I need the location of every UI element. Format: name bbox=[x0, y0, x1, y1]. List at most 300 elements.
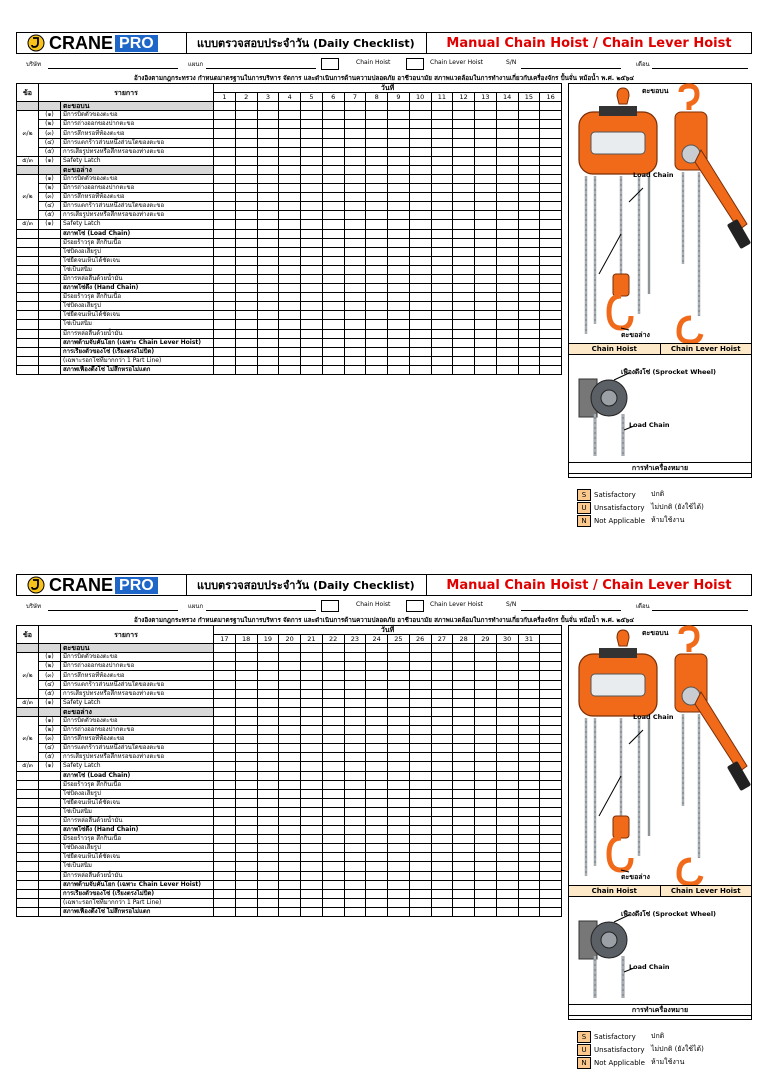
check-cell[interactable] bbox=[431, 898, 453, 907]
check-cell[interactable] bbox=[409, 329, 431, 338]
check-cell[interactable] bbox=[453, 365, 475, 374]
check-cell[interactable] bbox=[322, 120, 344, 129]
check-cell[interactable] bbox=[496, 229, 518, 238]
check-cell[interactable] bbox=[453, 338, 475, 347]
check-cell[interactable] bbox=[366, 220, 388, 229]
check-cell[interactable] bbox=[496, 707, 518, 716]
check-cell[interactable] bbox=[475, 735, 497, 744]
check-cell[interactable] bbox=[344, 753, 366, 762]
check-cell[interactable] bbox=[496, 698, 518, 707]
check-cell[interactable] bbox=[475, 202, 497, 211]
check-cell[interactable] bbox=[475, 644, 497, 653]
check-cell[interactable] bbox=[540, 907, 562, 916]
check-cell[interactable] bbox=[344, 356, 366, 365]
check-cell[interactable] bbox=[257, 247, 279, 256]
check-cell[interactable] bbox=[279, 138, 301, 147]
check-cell[interactable] bbox=[322, 671, 344, 680]
check-cell[interactable] bbox=[409, 707, 431, 716]
check-cell[interactable] bbox=[257, 789, 279, 798]
check-cell[interactable] bbox=[409, 284, 431, 293]
check-cell[interactable] bbox=[540, 762, 562, 771]
month-field[interactable] bbox=[652, 68, 748, 69]
check-cell[interactable] bbox=[366, 284, 388, 293]
check-cell[interactable] bbox=[409, 347, 431, 356]
check-cell[interactable] bbox=[366, 726, 388, 735]
check-cell[interactable] bbox=[409, 889, 431, 898]
check-cell[interactable] bbox=[431, 726, 453, 735]
check-cell[interactable] bbox=[257, 889, 279, 898]
check-cell[interactable] bbox=[388, 762, 410, 771]
check-cell[interactable] bbox=[257, 347, 279, 356]
check-cell[interactable] bbox=[279, 735, 301, 744]
check-cell[interactable] bbox=[257, 644, 279, 653]
check-cell[interactable] bbox=[475, 129, 497, 138]
check-cell[interactable] bbox=[344, 274, 366, 283]
check-cell[interactable] bbox=[322, 871, 344, 880]
check-cell[interactable] bbox=[388, 844, 410, 853]
check-cell[interactable] bbox=[518, 771, 540, 780]
check-cell[interactable] bbox=[235, 698, 257, 707]
check-cell[interactable] bbox=[301, 293, 323, 302]
check-cell[interactable] bbox=[322, 789, 344, 798]
check-cell[interactable] bbox=[431, 338, 453, 347]
check-cell[interactable] bbox=[235, 111, 257, 120]
check-cell[interactable] bbox=[322, 356, 344, 365]
check-cell[interactable] bbox=[257, 807, 279, 816]
check-cell[interactable] bbox=[540, 698, 562, 707]
check-cell[interactable] bbox=[257, 102, 279, 111]
check-cell[interactable] bbox=[366, 862, 388, 871]
check-cell[interactable] bbox=[322, 156, 344, 165]
check-cell[interactable] bbox=[518, 862, 540, 871]
check-cell[interactable] bbox=[301, 735, 323, 744]
check-cell[interactable] bbox=[518, 680, 540, 689]
check-cell[interactable] bbox=[214, 744, 236, 753]
check-cell[interactable] bbox=[301, 193, 323, 202]
check-cell[interactable] bbox=[475, 726, 497, 735]
check-cell[interactable] bbox=[257, 753, 279, 762]
check-cell[interactable] bbox=[344, 174, 366, 183]
check-cell[interactable] bbox=[453, 789, 475, 798]
check-cell[interactable] bbox=[301, 753, 323, 762]
check-cell[interactable] bbox=[214, 698, 236, 707]
check-cell[interactable] bbox=[431, 356, 453, 365]
check-cell[interactable] bbox=[453, 229, 475, 238]
check-cell[interactable] bbox=[540, 302, 562, 311]
check-cell[interactable] bbox=[409, 680, 431, 689]
check-cell[interactable] bbox=[431, 735, 453, 744]
check-cell[interactable] bbox=[257, 256, 279, 265]
check-cell[interactable] bbox=[322, 653, 344, 662]
check-cell[interactable] bbox=[344, 789, 366, 798]
check-cell[interactable] bbox=[453, 320, 475, 329]
check-cell[interactable] bbox=[301, 211, 323, 220]
check-cell[interactable] bbox=[475, 671, 497, 680]
check-cell[interactable] bbox=[518, 120, 540, 129]
check-cell[interactable] bbox=[540, 147, 562, 156]
check-cell[interactable] bbox=[475, 338, 497, 347]
check-cell[interactable] bbox=[409, 365, 431, 374]
check-cell[interactable] bbox=[257, 138, 279, 147]
check-cell[interactable] bbox=[322, 102, 344, 111]
check-cell[interactable] bbox=[301, 798, 323, 807]
check-cell[interactable] bbox=[235, 844, 257, 853]
check-cell[interactable] bbox=[518, 229, 540, 238]
check-cell[interactable] bbox=[322, 744, 344, 753]
check-cell[interactable] bbox=[257, 826, 279, 835]
check-cell[interactable] bbox=[388, 284, 410, 293]
check-cell[interactable] bbox=[409, 744, 431, 753]
check-cell[interactable] bbox=[322, 202, 344, 211]
check-cell[interactable] bbox=[496, 744, 518, 753]
check-cell[interactable] bbox=[257, 844, 279, 853]
check-cell[interactable] bbox=[344, 689, 366, 698]
check-cell[interactable] bbox=[322, 853, 344, 862]
check-cell[interactable] bbox=[475, 898, 497, 907]
check-cell[interactable] bbox=[214, 274, 236, 283]
check-cell[interactable] bbox=[540, 771, 562, 780]
check-cell[interactable] bbox=[301, 138, 323, 147]
check-cell[interactable] bbox=[344, 798, 366, 807]
check-cell[interactable] bbox=[409, 302, 431, 311]
check-cell[interactable] bbox=[518, 193, 540, 202]
check-cell[interactable] bbox=[409, 807, 431, 816]
check-cell[interactable] bbox=[388, 265, 410, 274]
check-cell[interactable] bbox=[322, 265, 344, 274]
check-cell[interactable] bbox=[344, 826, 366, 835]
check-cell[interactable] bbox=[279, 247, 301, 256]
check-cell[interactable] bbox=[301, 302, 323, 311]
check-cell[interactable] bbox=[388, 889, 410, 898]
check-cell[interactable] bbox=[475, 853, 497, 862]
check-cell[interactable] bbox=[496, 826, 518, 835]
check-cell[interactable] bbox=[257, 302, 279, 311]
check-cell[interactable] bbox=[475, 302, 497, 311]
check-cell[interactable] bbox=[409, 220, 431, 229]
check-cell[interactable] bbox=[431, 311, 453, 320]
check-cell[interactable] bbox=[214, 229, 236, 238]
check-cell[interactable] bbox=[322, 111, 344, 120]
check-cell[interactable] bbox=[518, 653, 540, 662]
check-cell[interactable] bbox=[388, 735, 410, 744]
check-cell[interactable] bbox=[409, 689, 431, 698]
check-cell[interactable] bbox=[431, 229, 453, 238]
check-cell[interactable] bbox=[431, 238, 453, 247]
check-cell[interactable] bbox=[388, 707, 410, 716]
check-cell[interactable] bbox=[475, 284, 497, 293]
check-cell[interactable] bbox=[279, 165, 301, 174]
check-cell[interactable] bbox=[388, 907, 410, 916]
check-cell[interactable] bbox=[235, 735, 257, 744]
check-cell[interactable] bbox=[496, 256, 518, 265]
check-cell[interactable] bbox=[475, 320, 497, 329]
check-cell[interactable] bbox=[366, 826, 388, 835]
check-cell[interactable] bbox=[322, 247, 344, 256]
check-cell[interactable] bbox=[235, 329, 257, 338]
check-cell[interactable] bbox=[388, 771, 410, 780]
check-cell[interactable] bbox=[453, 671, 475, 680]
check-cell[interactable] bbox=[475, 229, 497, 238]
check-cell[interactable] bbox=[214, 111, 236, 120]
check-cell[interactable] bbox=[431, 265, 453, 274]
check-cell[interactable] bbox=[214, 347, 236, 356]
check-cell[interactable] bbox=[301, 762, 323, 771]
check-cell[interactable] bbox=[366, 102, 388, 111]
check-cell[interactable] bbox=[475, 880, 497, 889]
check-cell[interactable] bbox=[279, 753, 301, 762]
check-cell[interactable] bbox=[344, 365, 366, 374]
check-cell[interactable] bbox=[257, 798, 279, 807]
check-cell[interactable] bbox=[235, 826, 257, 835]
check-cell[interactable] bbox=[279, 898, 301, 907]
check-cell[interactable] bbox=[496, 247, 518, 256]
check-cell[interactable] bbox=[409, 753, 431, 762]
check-cell[interactable] bbox=[496, 716, 518, 725]
check-cell[interactable] bbox=[453, 716, 475, 725]
check-cell[interactable] bbox=[540, 871, 562, 880]
check-cell[interactable] bbox=[409, 311, 431, 320]
check-cell[interactable] bbox=[322, 220, 344, 229]
check-cell[interactable] bbox=[431, 880, 453, 889]
check-cell[interactable] bbox=[388, 174, 410, 183]
check-cell[interactable] bbox=[301, 826, 323, 835]
check-cell[interactable] bbox=[453, 256, 475, 265]
check-cell[interactable] bbox=[366, 311, 388, 320]
check-cell[interactable] bbox=[279, 347, 301, 356]
check-cell[interactable] bbox=[301, 907, 323, 916]
check-cell[interactable] bbox=[214, 826, 236, 835]
check-cell[interactable] bbox=[409, 156, 431, 165]
check-cell[interactable] bbox=[235, 247, 257, 256]
check-cell[interactable] bbox=[475, 247, 497, 256]
check-cell[interactable] bbox=[366, 202, 388, 211]
check-cell[interactable] bbox=[388, 184, 410, 193]
check-cell[interactable] bbox=[496, 889, 518, 898]
check-cell[interactable] bbox=[431, 807, 453, 816]
check-cell[interactable] bbox=[388, 220, 410, 229]
check-cell[interactable] bbox=[540, 365, 562, 374]
check-cell[interactable] bbox=[475, 780, 497, 789]
check-cell[interactable] bbox=[496, 111, 518, 120]
check-cell[interactable] bbox=[540, 716, 562, 725]
check-cell[interactable] bbox=[475, 120, 497, 129]
check-cell[interactable] bbox=[322, 762, 344, 771]
check-cell[interactable] bbox=[496, 347, 518, 356]
check-cell[interactable] bbox=[366, 247, 388, 256]
check-cell[interactable] bbox=[235, 671, 257, 680]
check-cell[interactable] bbox=[257, 129, 279, 138]
check-cell[interactable] bbox=[518, 826, 540, 835]
check-cell[interactable] bbox=[431, 653, 453, 662]
check-cell[interactable] bbox=[475, 807, 497, 816]
check-cell[interactable] bbox=[475, 707, 497, 716]
check-cell[interactable] bbox=[344, 853, 366, 862]
check-cell[interactable] bbox=[344, 320, 366, 329]
check-cell[interactable] bbox=[540, 229, 562, 238]
check-cell[interactable] bbox=[279, 835, 301, 844]
check-cell[interactable] bbox=[344, 662, 366, 671]
check-cell[interactable] bbox=[366, 771, 388, 780]
check-cell[interactable] bbox=[496, 753, 518, 762]
check-cell[interactable] bbox=[257, 293, 279, 302]
check-cell[interactable] bbox=[409, 644, 431, 653]
check-cell[interactable] bbox=[322, 320, 344, 329]
check-cell[interactable] bbox=[475, 689, 497, 698]
check-cell[interactable] bbox=[214, 202, 236, 211]
check-cell[interactable] bbox=[475, 716, 497, 725]
check-cell[interactable] bbox=[518, 707, 540, 716]
check-cell[interactable] bbox=[214, 680, 236, 689]
check-cell[interactable] bbox=[279, 707, 301, 716]
check-cell[interactable] bbox=[453, 111, 475, 120]
check-cell[interactable] bbox=[366, 138, 388, 147]
check-cell[interactable] bbox=[409, 662, 431, 671]
check-cell[interactable] bbox=[279, 238, 301, 247]
check-cell[interactable] bbox=[496, 147, 518, 156]
check-cell[interactable] bbox=[496, 789, 518, 798]
check-cell[interactable] bbox=[322, 129, 344, 138]
check-cell[interactable] bbox=[344, 193, 366, 202]
check-cell[interactable] bbox=[301, 320, 323, 329]
check-cell[interactable] bbox=[518, 138, 540, 147]
check-cell[interactable] bbox=[235, 238, 257, 247]
check-cell[interactable] bbox=[301, 174, 323, 183]
check-cell[interactable] bbox=[453, 284, 475, 293]
check-cell[interactable] bbox=[409, 735, 431, 744]
check-cell[interactable] bbox=[214, 311, 236, 320]
check-cell[interactable] bbox=[322, 284, 344, 293]
check-cell[interactable] bbox=[235, 907, 257, 916]
check-cell[interactable] bbox=[322, 807, 344, 816]
check-cell[interactable] bbox=[301, 165, 323, 174]
check-cell[interactable] bbox=[540, 265, 562, 274]
check-cell[interactable] bbox=[301, 329, 323, 338]
check-cell[interactable] bbox=[409, 165, 431, 174]
check-cell[interactable] bbox=[322, 835, 344, 844]
check-cell[interactable] bbox=[496, 365, 518, 374]
check-cell[interactable] bbox=[431, 211, 453, 220]
check-cell[interactable] bbox=[540, 744, 562, 753]
check-cell[interactable] bbox=[344, 744, 366, 753]
chain-hoist-checkbox[interactable] bbox=[321, 600, 339, 612]
check-cell[interactable] bbox=[344, 238, 366, 247]
check-cell[interactable] bbox=[214, 238, 236, 247]
check-cell[interactable] bbox=[279, 202, 301, 211]
check-cell[interactable] bbox=[475, 356, 497, 365]
check-cell[interactable] bbox=[453, 156, 475, 165]
check-cell[interactable] bbox=[409, 293, 431, 302]
check-cell[interactable] bbox=[453, 862, 475, 871]
check-cell[interactable] bbox=[366, 365, 388, 374]
check-cell[interactable] bbox=[214, 302, 236, 311]
check-cell[interactable] bbox=[475, 293, 497, 302]
check-cell[interactable] bbox=[431, 844, 453, 853]
check-cell[interactable] bbox=[453, 762, 475, 771]
check-cell[interactable] bbox=[301, 653, 323, 662]
check-cell[interactable] bbox=[214, 320, 236, 329]
check-cell[interactable] bbox=[496, 302, 518, 311]
check-cell[interactable] bbox=[453, 907, 475, 916]
check-cell[interactable] bbox=[214, 835, 236, 844]
check-cell[interactable] bbox=[301, 898, 323, 907]
check-cell[interactable] bbox=[279, 762, 301, 771]
check-cell[interactable] bbox=[431, 293, 453, 302]
check-cell[interactable] bbox=[388, 716, 410, 725]
check-cell[interactable] bbox=[540, 102, 562, 111]
check-cell[interactable] bbox=[453, 798, 475, 807]
check-cell[interactable] bbox=[409, 907, 431, 916]
check-cell[interactable] bbox=[518, 220, 540, 229]
company-field[interactable] bbox=[48, 68, 178, 69]
check-cell[interactable] bbox=[540, 247, 562, 256]
check-cell[interactable] bbox=[235, 138, 257, 147]
check-cell[interactable] bbox=[279, 265, 301, 274]
check-cell[interactable] bbox=[279, 889, 301, 898]
check-cell[interactable] bbox=[496, 671, 518, 680]
check-cell[interactable] bbox=[257, 338, 279, 347]
check-cell[interactable] bbox=[366, 662, 388, 671]
check-cell[interactable] bbox=[540, 320, 562, 329]
check-cell[interactable] bbox=[409, 816, 431, 825]
check-cell[interactable] bbox=[409, 174, 431, 183]
check-cell[interactable] bbox=[540, 671, 562, 680]
check-cell[interactable] bbox=[344, 716, 366, 725]
check-cell[interactable] bbox=[235, 293, 257, 302]
check-cell[interactable] bbox=[257, 329, 279, 338]
check-cell[interactable] bbox=[475, 102, 497, 111]
check-cell[interactable] bbox=[453, 174, 475, 183]
check-cell[interactable] bbox=[257, 671, 279, 680]
check-cell[interactable] bbox=[453, 165, 475, 174]
check-cell[interactable] bbox=[518, 780, 540, 789]
check-cell[interactable] bbox=[496, 274, 518, 283]
check-cell[interactable] bbox=[257, 356, 279, 365]
check-cell[interactable] bbox=[475, 698, 497, 707]
check-cell[interactable] bbox=[453, 311, 475, 320]
check-cell[interactable] bbox=[453, 707, 475, 716]
check-cell[interactable] bbox=[540, 165, 562, 174]
check-cell[interactable] bbox=[322, 644, 344, 653]
check-cell[interactable] bbox=[366, 329, 388, 338]
check-cell[interactable] bbox=[344, 844, 366, 853]
check-cell[interactable] bbox=[301, 862, 323, 871]
check-cell[interactable] bbox=[322, 293, 344, 302]
check-cell[interactable] bbox=[431, 671, 453, 680]
check-cell[interactable] bbox=[388, 293, 410, 302]
check-cell[interactable] bbox=[388, 202, 410, 211]
check-cell[interactable] bbox=[496, 653, 518, 662]
check-cell[interactable] bbox=[453, 771, 475, 780]
check-cell[interactable] bbox=[257, 111, 279, 120]
check-cell[interactable] bbox=[475, 798, 497, 807]
check-cell[interactable] bbox=[475, 753, 497, 762]
check-cell[interactable] bbox=[235, 274, 257, 283]
check-cell[interactable] bbox=[344, 202, 366, 211]
check-cell[interactable] bbox=[518, 662, 540, 671]
check-cell[interactable] bbox=[518, 844, 540, 853]
check-cell[interactable] bbox=[388, 320, 410, 329]
check-cell[interactable] bbox=[279, 744, 301, 753]
check-cell[interactable] bbox=[279, 220, 301, 229]
check-cell[interactable] bbox=[496, 762, 518, 771]
check-cell[interactable] bbox=[235, 662, 257, 671]
check-cell[interactable] bbox=[409, 871, 431, 880]
check-cell[interactable] bbox=[257, 735, 279, 744]
check-cell[interactable] bbox=[388, 644, 410, 653]
check-cell[interactable] bbox=[301, 662, 323, 671]
check-cell[interactable] bbox=[496, 165, 518, 174]
check-cell[interactable] bbox=[518, 347, 540, 356]
